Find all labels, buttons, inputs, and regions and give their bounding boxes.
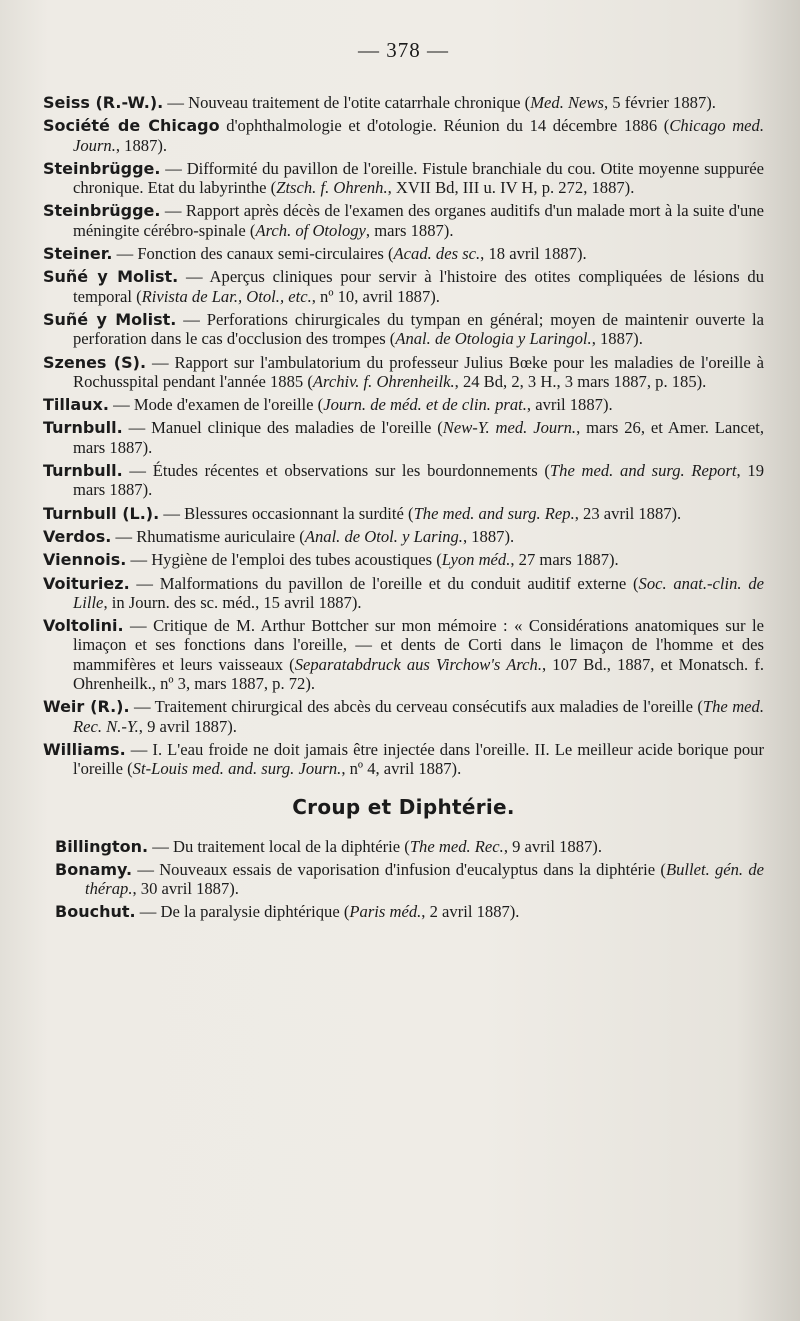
page-number: — 378 — <box>358 38 449 62</box>
bibliography-entry <box>43 740 764 779</box>
bibliography-list <box>43 93 764 779</box>
bibliography-entry <box>43 418 764 457</box>
entry-source: Bullet. gén. de thérap. <box>85 859 764 899</box>
bibliography-entry <box>43 267 764 306</box>
entry-author: Turnbull. <box>43 461 123 481</box>
entry-rest: , 24 Bd, 2, 3 H., 3 mars 1887, p. 185). <box>454 371 707 391</box>
bibliography-entry <box>43 395 764 414</box>
entry-source: Arch. of Otology <box>255 220 366 240</box>
entry-rest: , mars 26, et Amer. Lancet, mars 1887). <box>73 418 765 457</box>
bibliography-entry <box>43 116 764 155</box>
entry-rest: , 9 avril 1887). <box>138 716 237 736</box>
entry-author: Suñé y Molist. <box>43 309 177 329</box>
entry-source: Archiv. f. Ohrenheilk. <box>312 371 455 391</box>
entry-text: — De la paralysie diphtérique ( <box>135 902 350 922</box>
entry-source: Separatabdruck aus Virchow's Arch. <box>294 654 542 674</box>
entry-rest: , 18 avril 1887). <box>480 244 587 264</box>
entry-rest: , in Journ. des sc. méd., 15 avril 1887). <box>103 592 362 612</box>
entry-source: Anal. de Otologia y Laringol. <box>395 329 592 349</box>
entry-text: — I. L'eau froide ne doit jamais être injectée dans l'oreille. II. Le meilleur acide borique pour l'oreille ( <box>73 739 764 779</box>
entry-text: — Blessures occasionnant la surdité ( <box>159 503 414 523</box>
bibliography-entry <box>55 902 764 921</box>
entry-source: New-Y. med. Journ. <box>442 418 577 438</box>
bibliography-entry <box>43 201 764 240</box>
entry-source: Lyon méd. <box>441 550 511 570</box>
entry-text: — Critique de M. Arthur Bottcher sur mon mémoire : « Considérations anatomiques sur le limaçon et ses fonctions dans l'oreille, — et dents de Corti dans le limaçon de l'homme et des mammifères et leurs vaisseaux ( <box>73 616 764 674</box>
entry-author: Weir (R.). <box>43 697 130 717</box>
bibliography-entry <box>43 93 764 112</box>
entry-rest: , 30 avril 1887). <box>132 879 239 899</box>
entry-source: Acad. des sc. <box>393 244 481 264</box>
entry-author: Bonamy. <box>55 859 133 879</box>
entry-author: Voltolini. <box>43 616 124 636</box>
entry-author: Steiner. <box>43 244 113 264</box>
bibliography-entry <box>43 550 764 569</box>
entry-text: — Fonction des canaux semi-circulaires ( <box>112 244 394 264</box>
bibliography-entry <box>43 574 764 613</box>
entry-source: Chicago med. Journ. <box>73 116 764 155</box>
entry-author: Seiss (R.-W.). <box>43 93 164 112</box>
entry-rest: , 5 février 1887). <box>603 93 716 112</box>
section-bibliography-list <box>43 837 764 922</box>
entry-rest: , 23 avril 1887). <box>574 503 682 523</box>
entry-text: — Rhumatisme auriculaire ( <box>111 526 305 546</box>
bibliography-entry <box>43 353 764 392</box>
entry-source: Ztsch. f. Ohrenh. <box>276 178 388 198</box>
entry-rest: , 27 mars 1887). <box>510 550 619 570</box>
entry-author: Steinbrügge. <box>43 201 161 221</box>
entry-author: Turnbull. <box>43 418 123 438</box>
entry-text: — Aperçus cliniques pour servir à l'histoire des otites compliquées de lésions du temporal ( <box>73 267 764 306</box>
entry-author: Billington. <box>55 836 149 856</box>
entry-text: — Rapport sur l'ambulatorium du professeur Julius Bœke pour les maladies de l'oreille à Rochusspital pendant l'année 1885 ( <box>73 352 764 391</box>
entry-source: Journ. de méd. et de clin. prat. <box>323 395 527 415</box>
bibliography-entry <box>43 697 764 736</box>
entry-author: Suñé y Molist. <box>43 267 179 287</box>
entry-rest: , nº 10, avril 1887). <box>311 286 440 306</box>
entry-author: Williams. <box>43 739 126 759</box>
entry-text: — Malformations du pavillon de l'oreille et du conduit auditif externe ( <box>129 573 639 593</box>
section-title: Croup et Diphtérie. <box>292 794 515 819</box>
entry-rest: , mars 1887). <box>365 220 454 240</box>
bibliography-entry <box>43 244 764 263</box>
entry-rest: , 1887). <box>462 526 515 546</box>
entry-text: — Manuel clinique des maladies de l'oreille ( <box>122 418 443 438</box>
entry-source: Anal. de Otol. y Laring. <box>304 526 463 546</box>
entry-text: — Rapport après décès de l'examen des organes auditifs d'un malade mort à la suite d'une méningite cérébro-spinale ( <box>73 201 764 240</box>
entry-rest: , nº 4, avril 1887). <box>341 759 462 779</box>
entry-text: — Mode d'examen de l'oreille ( <box>108 395 324 415</box>
entry-source: Paris méd. <box>349 902 422 922</box>
entry-source: The med. Rec. N.-Y. <box>73 697 764 736</box>
bibliography-entry <box>55 860 764 899</box>
entry-rest: , 9 avril 1887). <box>503 836 602 856</box>
entry-author: Bouchut. <box>55 902 136 922</box>
entry-author: Société de Chicago <box>43 116 220 136</box>
entry-rest: , XVII Bd, III u. IV H, p. 272, 1887). <box>387 178 635 198</box>
entry-source: Rivista de Lar., Otol., etc. <box>141 286 312 306</box>
entry-source: Soc. anat.-clin. de Lille <box>73 573 764 612</box>
entry-author: Verdos. <box>43 526 112 546</box>
entry-source: The med. and surg. Rep. <box>413 503 575 523</box>
entry-rest: , avril 1887). <box>526 395 613 415</box>
entry-rest: , 19 mars 1887). <box>73 461 764 500</box>
entry-author: Turnbull (L.). <box>43 503 160 523</box>
entry-source: The med. Rec. <box>409 836 504 856</box>
bibliography-entry <box>43 461 764 500</box>
entry-source: The med. and surg. Report <box>549 461 737 481</box>
entry-rest: , 1887). <box>115 135 168 155</box>
bibliography-entry <box>43 616 764 693</box>
entry-text: d'ophthalmologie et d'otologie. Réunion du 14 décembre 1886 ( <box>219 116 670 136</box>
bibliography-entry <box>55 837 764 856</box>
entry-text: — Difformité du pavillon de l'oreille. Fistule branchiale du cou. Otite moyenne suppurée chronique. Etat du labyrinthe ( <box>73 158 764 198</box>
entry-rest: , 1887). <box>591 329 643 349</box>
entry-source: St-Louis med. and. surg. Journ. <box>132 759 342 779</box>
entry-text: — Nouveau traitement de l'otite catarrhale chronique ( <box>163 93 531 112</box>
entry-author: Viennois. <box>43 550 127 570</box>
entry-author: Szenes (S). <box>43 352 147 372</box>
entry-text: — Du traitement local de la diphtérie ( <box>148 836 410 856</box>
entry-text: — Nouveaux essais de vaporisation d'infusion d'eucalyptus dans la diphtérie ( <box>132 859 666 879</box>
entry-source: Med. News <box>530 93 604 112</box>
entry-author: Steinbrügge. <box>43 158 161 178</box>
entry-rest: , 2 avril 1887). <box>421 902 520 922</box>
entry-rest: , 107 Bd., 1887, et Monatsch. f. Ohrenheilk., nº 3, mars 1887, p. 72). <box>73 654 765 694</box>
bibliography-entry <box>43 159 764 198</box>
entry-author: Tillaux. <box>43 395 109 415</box>
entry-text: — Hygiène de l'emploi des tubes acoustiques ( <box>126 550 442 570</box>
entry-text: — Traitement chirurgical des abcès du cerveau consécutifs aux maladies de l'oreille ( <box>129 697 703 717</box>
entry-text: — Études récentes et observations sur les bourdonnements ( <box>122 461 550 481</box>
bibliography-entry <box>43 527 764 546</box>
entry-text: — Perforations chirurgicales du tympan en général; moyen de maintenir ouverte la perforation dans le cas d'occlusion des trompes ( <box>73 309 765 349</box>
entry-author: Voituriez. <box>43 573 130 593</box>
bibliography-entry <box>43 504 764 523</box>
bibliography-entry <box>43 310 764 349</box>
